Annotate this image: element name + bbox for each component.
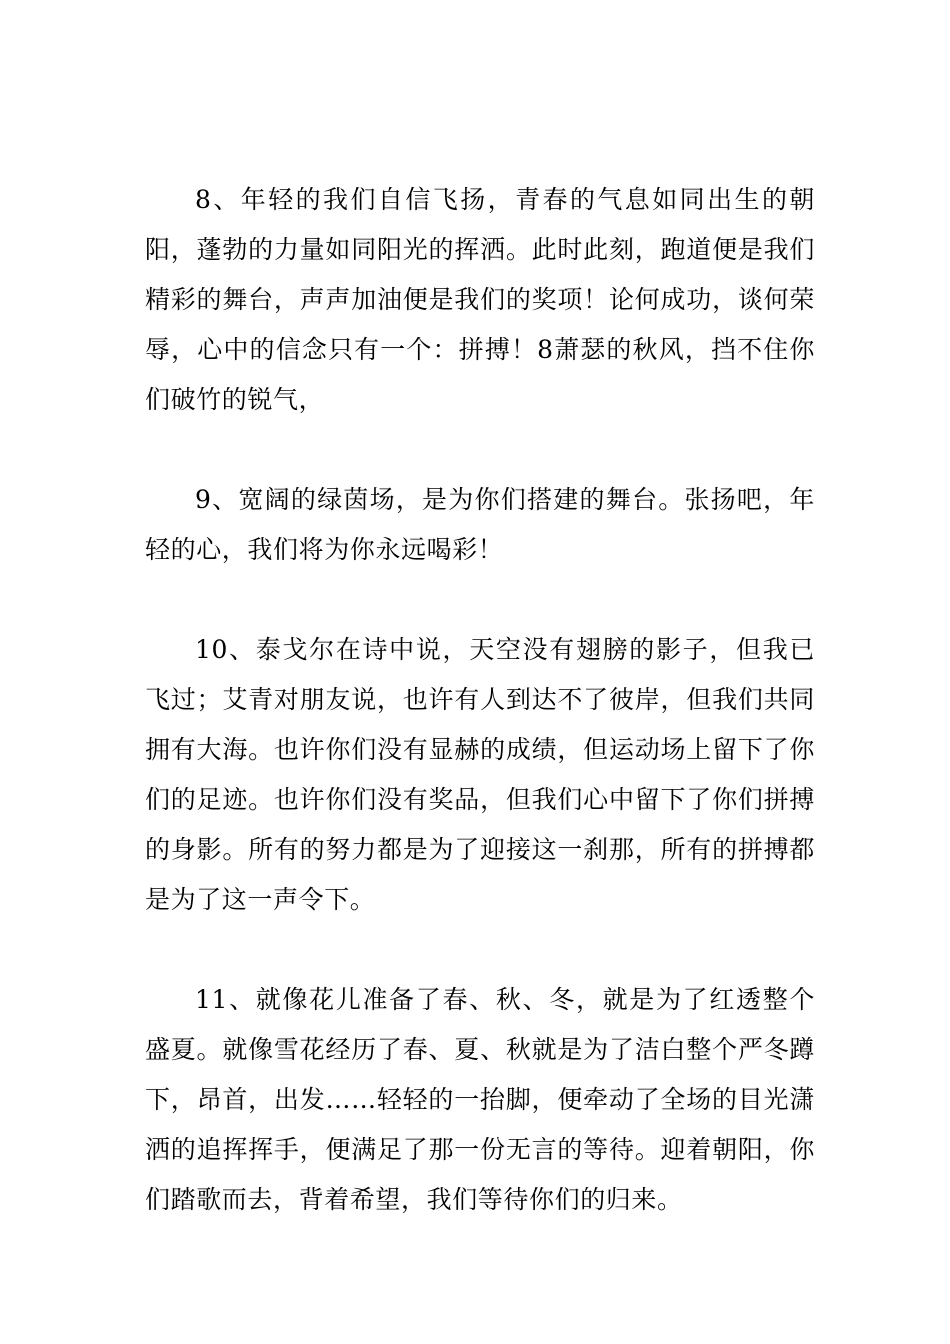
paragraph-10: 10、泰戈尔在诗中说，天空没有翅膀的影子，但我已飞过；艾青对朋友说，也许有人到达不了彼岸，但我们共同拥有大海。也许你们没有显赫的成绩，但运动场上留下了你们的足迹。也许你们没有奖品，但我们心中留下了你们拼搏的身影。所有的努力都是为了迎接这一刹那，所有的拼搏都是为了这一声令下。 <box>145 635 815 914</box>
paragraph-9: 9、宽阔的绿茵场，是为你们搭建的舞台。张扬吧，年轻的心，我们将为你永远喝彩！ <box>145 485 815 564</box>
paragraph-11: 11、就像花儿准备了春、秋、冬，就是为了红透整个盛夏。就像雪花经历了春、夏、秋就是为了洁白整个严冬蹲下，昂首，出发……轻轻的一抬脚，便牵动了全场的目光潇洒的追挥挥手，便满足了那一份无言的等待。迎着朝阳，你们踏歌而去，背着希望，我们等待你们的归来。 <box>145 985 815 1214</box>
paragraph-8: 8、年轻的我们自信飞扬，青春的气息如同出生的朝阳，蓬勃的力量如同阳光的挥洒。此时此刻，跑道便是我们精彩的舞台，声声加油便是我们的奖项！论何成功，谈何荣辱，心中的信念只有一个：拼搏！8萧瑟的秋风，挡不住你们破竹的锐气， <box>145 185 815 414</box>
